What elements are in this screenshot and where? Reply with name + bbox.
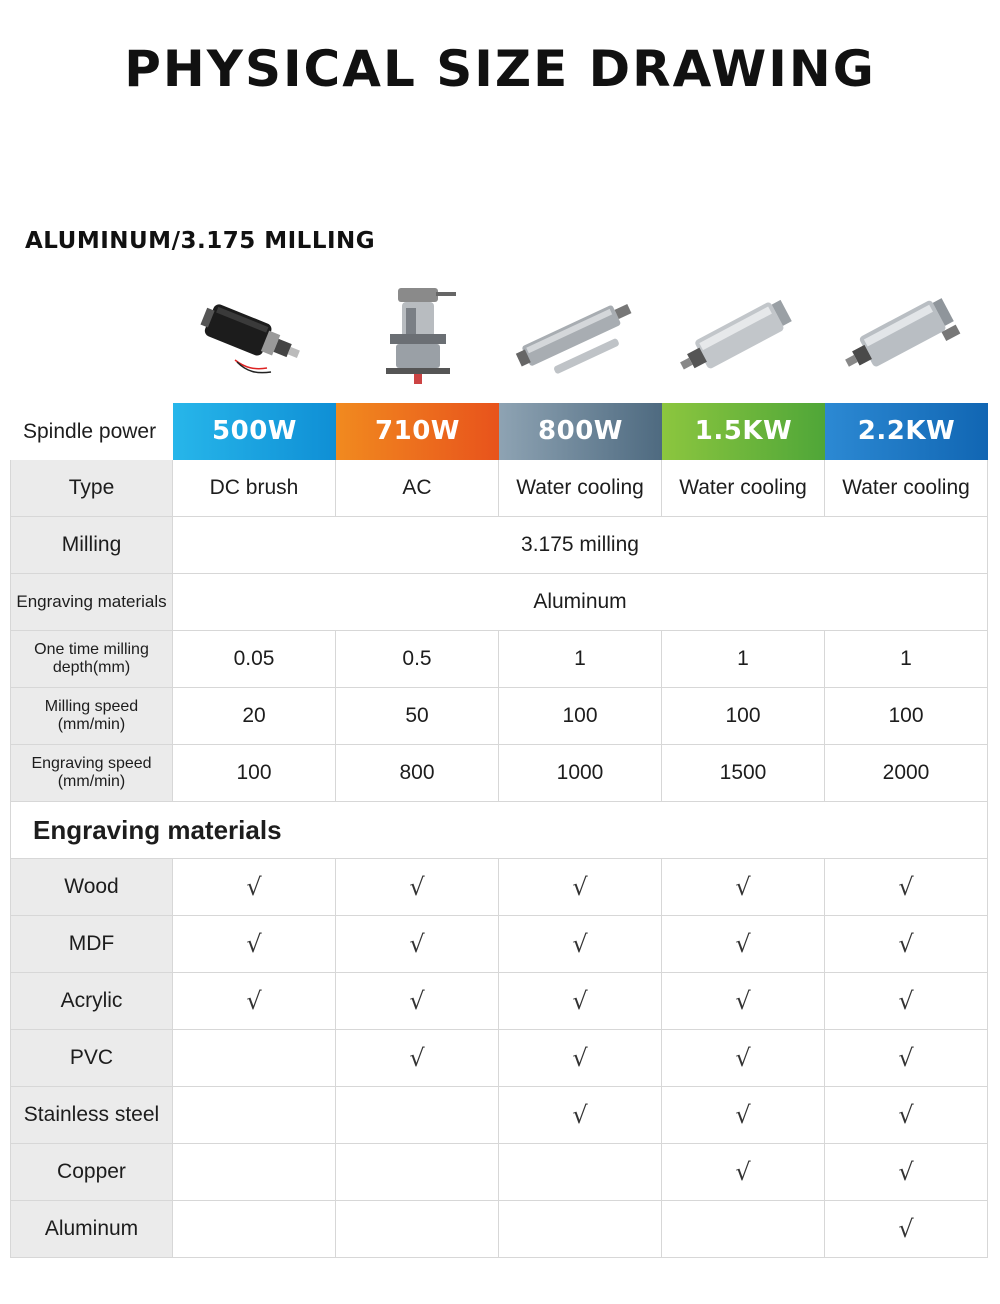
empty-cell [173, 1144, 336, 1201]
depth-value: 1 [825, 631, 988, 688]
milling-value: 3.175 milling [173, 517, 988, 574]
check-icon: √ [662, 916, 825, 973]
materials-section-title: Engraving materials [10, 802, 988, 859]
water-cooled-spindle-icon [830, 288, 980, 388]
check-icon: √ [499, 859, 662, 916]
water-cooled-spindle-icon [668, 288, 818, 388]
power-header: 800W [499, 403, 662, 460]
engraving-speed-value: 100 [173, 745, 336, 802]
empty-cell [173, 1030, 336, 1087]
check-icon: √ [173, 973, 336, 1030]
dc-spindle-motor-icon [175, 288, 325, 388]
type-value: Water cooling [662, 460, 825, 517]
engraving-materials-value: Aluminum [173, 574, 988, 631]
type-value: Water cooling [499, 460, 662, 517]
check-icon: √ [173, 859, 336, 916]
check-icon: √ [499, 1030, 662, 1087]
type-value: DC brush [173, 460, 336, 517]
material-label: Copper [10, 1144, 173, 1201]
row-label-milling: Milling [10, 517, 173, 574]
milling-speed-value: 50 [336, 688, 499, 745]
milling-speed-value: 100 [662, 688, 825, 745]
check-icon: √ [499, 916, 662, 973]
spindle-power-label: Spindle power [10, 403, 173, 460]
check-icon: √ [662, 859, 825, 916]
check-icon: √ [499, 973, 662, 1030]
empty-cell [173, 1201, 336, 1258]
empty-cell [336, 1144, 499, 1201]
check-icon: √ [336, 916, 499, 973]
depth-value: 0.5 [336, 631, 499, 688]
check-icon: √ [825, 916, 988, 973]
empty-cell [173, 1087, 336, 1144]
milling-speed-value: 100 [825, 688, 988, 745]
power-header: 710W [336, 403, 499, 460]
type-value: Water cooling [825, 460, 988, 517]
power-header: 1.5KW [662, 403, 825, 460]
check-icon: √ [825, 1030, 988, 1087]
row-label-engraving-speed: Engraving speed (mm/min) [10, 745, 173, 802]
check-icon: √ [173, 916, 336, 973]
section-subtitle: ALUMINUM/3.175 MILLING [25, 228, 376, 254]
type-value: AC [336, 460, 499, 517]
engraving-speed-value: 1000 [499, 745, 662, 802]
power-header: 2.2KW [825, 403, 988, 460]
material-label: Aluminum [10, 1201, 173, 1258]
depth-value: 0.05 [173, 631, 336, 688]
material-label: Stainless steel [10, 1087, 173, 1144]
empty-cell [499, 1144, 662, 1201]
power-header: 500W [173, 403, 336, 460]
empty-cell [336, 1087, 499, 1144]
material-label: MDF [10, 916, 173, 973]
empty-cell [336, 1201, 499, 1258]
trimmer-router-icon [340, 288, 490, 388]
material-label: PVC [10, 1030, 173, 1087]
check-icon: √ [662, 1144, 825, 1201]
check-icon: √ [825, 973, 988, 1030]
material-label: Wood [10, 859, 173, 916]
material-label: Acrylic [10, 973, 173, 1030]
check-icon: √ [662, 973, 825, 1030]
row-label-milling-speed: Milling speed (mm/min) [10, 688, 173, 745]
row-label-engraving-materials: Engraving materials [10, 574, 173, 631]
milling-speed-value: 100 [499, 688, 662, 745]
check-icon: √ [825, 1144, 988, 1201]
empty-cell [499, 1201, 662, 1258]
check-icon: √ [662, 1087, 825, 1144]
engraving-speed-value: 1500 [662, 745, 825, 802]
check-icon: √ [662, 1030, 825, 1087]
check-icon: √ [825, 859, 988, 916]
depth-value: 1 [499, 631, 662, 688]
check-icon: √ [499, 1087, 662, 1144]
depth-value: 1 [662, 631, 825, 688]
check-icon: √ [336, 973, 499, 1030]
spec-table [10, 403, 988, 1258]
milling-speed-value: 20 [173, 688, 336, 745]
engraving-speed-value: 2000 [825, 745, 988, 802]
row-label-type: Type [10, 460, 173, 517]
check-icon: √ [336, 859, 499, 916]
empty-cell [662, 1201, 825, 1258]
check-icon: √ [825, 1201, 988, 1258]
water-cooled-spindle-icon [503, 288, 653, 388]
page-title: PHYSICAL SIZE DRAWING [124, 40, 876, 98]
row-label-depth: One time milling depth(mm) [10, 631, 173, 688]
check-icon: √ [825, 1087, 988, 1144]
engraving-speed-value: 800 [336, 745, 499, 802]
check-icon: √ [336, 1030, 499, 1087]
